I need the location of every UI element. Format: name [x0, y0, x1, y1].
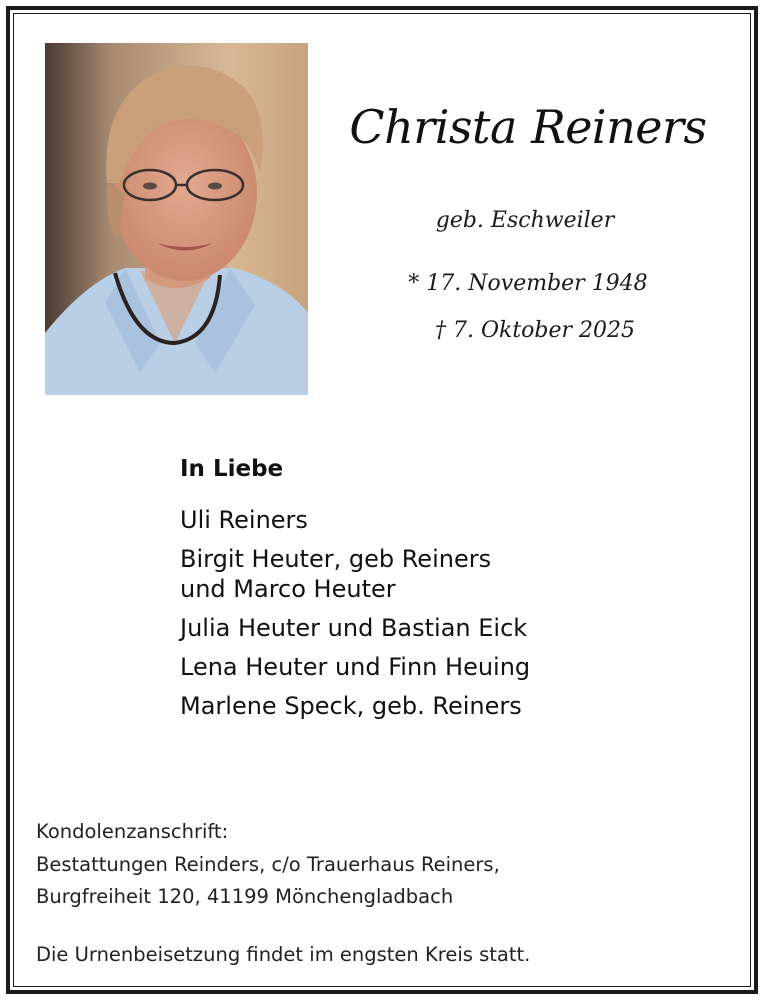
condolence-address: [36, 816, 656, 914]
mourner-line: Birgit Heuter, geb Reiners: [180, 545, 492, 573]
burial-notice: Die Urnenbeisetzung findet im engsten Kreis statt.: [36, 943, 531, 966]
condolence-line: Bestattungen Reinders, c/o Trauerhaus Reiners,: [36, 852, 500, 876]
death-date: † 7. Oktober 2025: [434, 318, 636, 343]
birth-name: geb. Eschweiler: [435, 208, 615, 233]
deceased-name: Christa Reiners: [349, 100, 707, 154]
mourner-line: Marlene Speck, geb. Reiners: [180, 692, 522, 720]
mourner-line: Lena Heuter und Finn Heuing: [180, 653, 531, 681]
mourner-line: und Marco Heuter: [180, 575, 396, 603]
portrait-photo: [45, 43, 308, 395]
mourner-line: Uli Reiners: [180, 506, 308, 534]
mourner-line: Julia Heuter und Bastian Eick: [180, 614, 528, 642]
condolence-label: Kondolenzanschrift:: [36, 820, 229, 843]
mourners-list: [180, 455, 660, 721]
birth-date: * 17. November 1948: [408, 271, 648, 296]
condolence-line: Burgfreiheit 120, 41199 Mönchengladbach: [36, 885, 454, 908]
mourners-heading: In Liebe: [180, 456, 284, 482]
